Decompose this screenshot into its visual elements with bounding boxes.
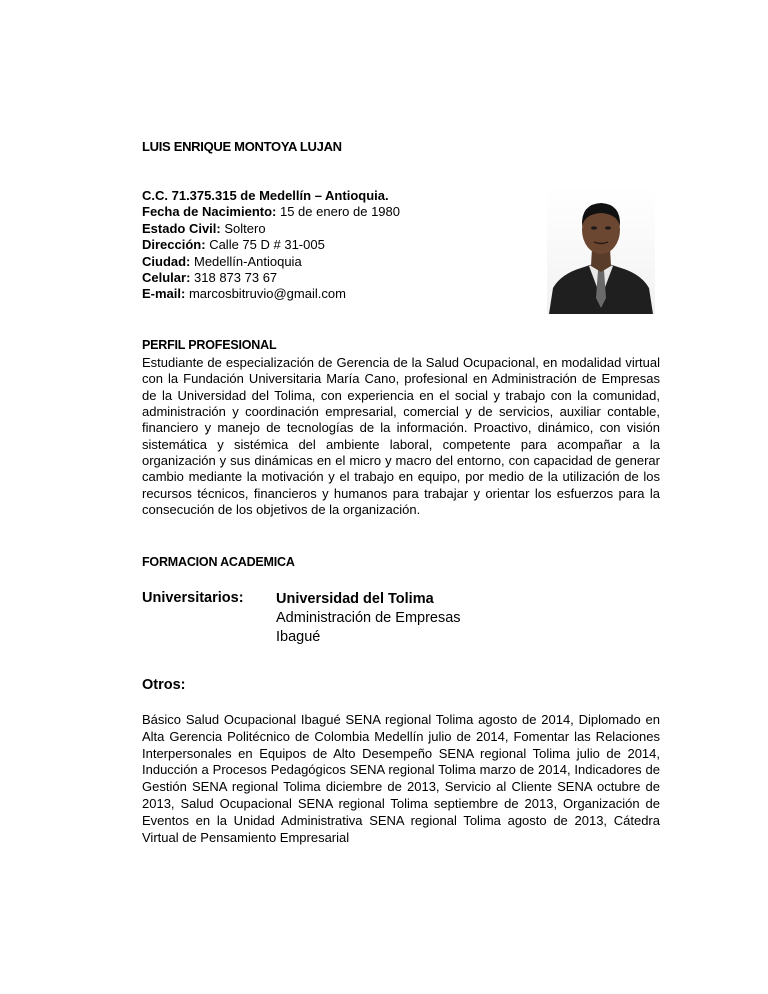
contact-info xyxy=(142,188,400,303)
universitarios-label: Universitarios: xyxy=(142,590,244,606)
candidate-name: LUIS ENRIQUE MONTOYA LUJAN xyxy=(142,139,342,154)
phone-row: Celular: 318 873 73 67 xyxy=(142,270,278,286)
formacion-section-title: FORMACION ACADEMICA xyxy=(142,555,295,569)
perfil-section-title: PERFIL PROFESIONAL xyxy=(142,338,277,352)
otros-paragraph: Básico Salud Ocupacional Ibagué SENA regional Tolima agosto de 2014, Diplomado en Alta Gerencia Politécnico de Colombia Medellín julio de 2014, Fomentar las Relaciones Interpersonales en Equipos de Alto Desempeño SENA regional Tolima julio de 2014, Inducción a Procesos Pedagógicos SENA regional Tolima marzo de 2014, Indicadores de Gestión SENA regional Tolima diciembre de 2013, Servicio al Cliente SENA octubre de 2013, Salud Ocupacional SENA regional Tolima septiembre de 2013, Organización de Eventos en la Unidad Administrativa SENA regional Tolima agosto de 2013, Cátedra Virtual de Pensamiento Empresarial xyxy=(142,712,660,845)
perfil-paragraph: Estudiante de especialización de Gerencia de la Salud Ocupacional, en modalidad virtual con la Fundación Universitaria María Cano, profesional en Administración de Empresas de la Universidad del Tolima, con experiencia en el social y trabajo con la comunidad, administración y coordinación empresarial, comercial y de servicios, auxiliar contable, financiero y manejo de tecnologías de la información. Proactivo, dinámico, con visión sistemática y sistémica del ambiente laboral, competente para acompañar a la organización y sus dinámicas en el micro y macro del entorno, con capacidad de generar cambio mediante la motivación y el trabajo en equipo, por medio de la utilización de los recursos técnicos, financieros y humanos para trabajar y orientar los esfuerzos para la consecución de los objetivos de la organización. xyxy=(142,355,660,518)
email-row: E-mail: marcosbitruvio@gmail.com xyxy=(142,286,346,302)
address-row: Dirección: Calle 75 D # 31-005 xyxy=(142,237,325,253)
university-entry xyxy=(276,590,461,647)
id-number-row: C.C. 71.375.315 de Medellín – Antioquia. xyxy=(142,188,389,203)
city-row: Ciudad: Medellín-Antioquia xyxy=(142,253,302,269)
otros-label: Otros: xyxy=(142,677,186,693)
birth-date-row: Fecha de Nacimiento: 15 de enero de 1980 xyxy=(142,204,400,220)
university-name: Universidad del Tolima xyxy=(276,591,434,607)
university-city: Ibagué xyxy=(276,629,321,645)
marital-status-row: Estado Civil: Soltero xyxy=(142,220,266,236)
profile-photo xyxy=(547,186,655,314)
program-name: Administración de Empresas xyxy=(276,610,461,626)
